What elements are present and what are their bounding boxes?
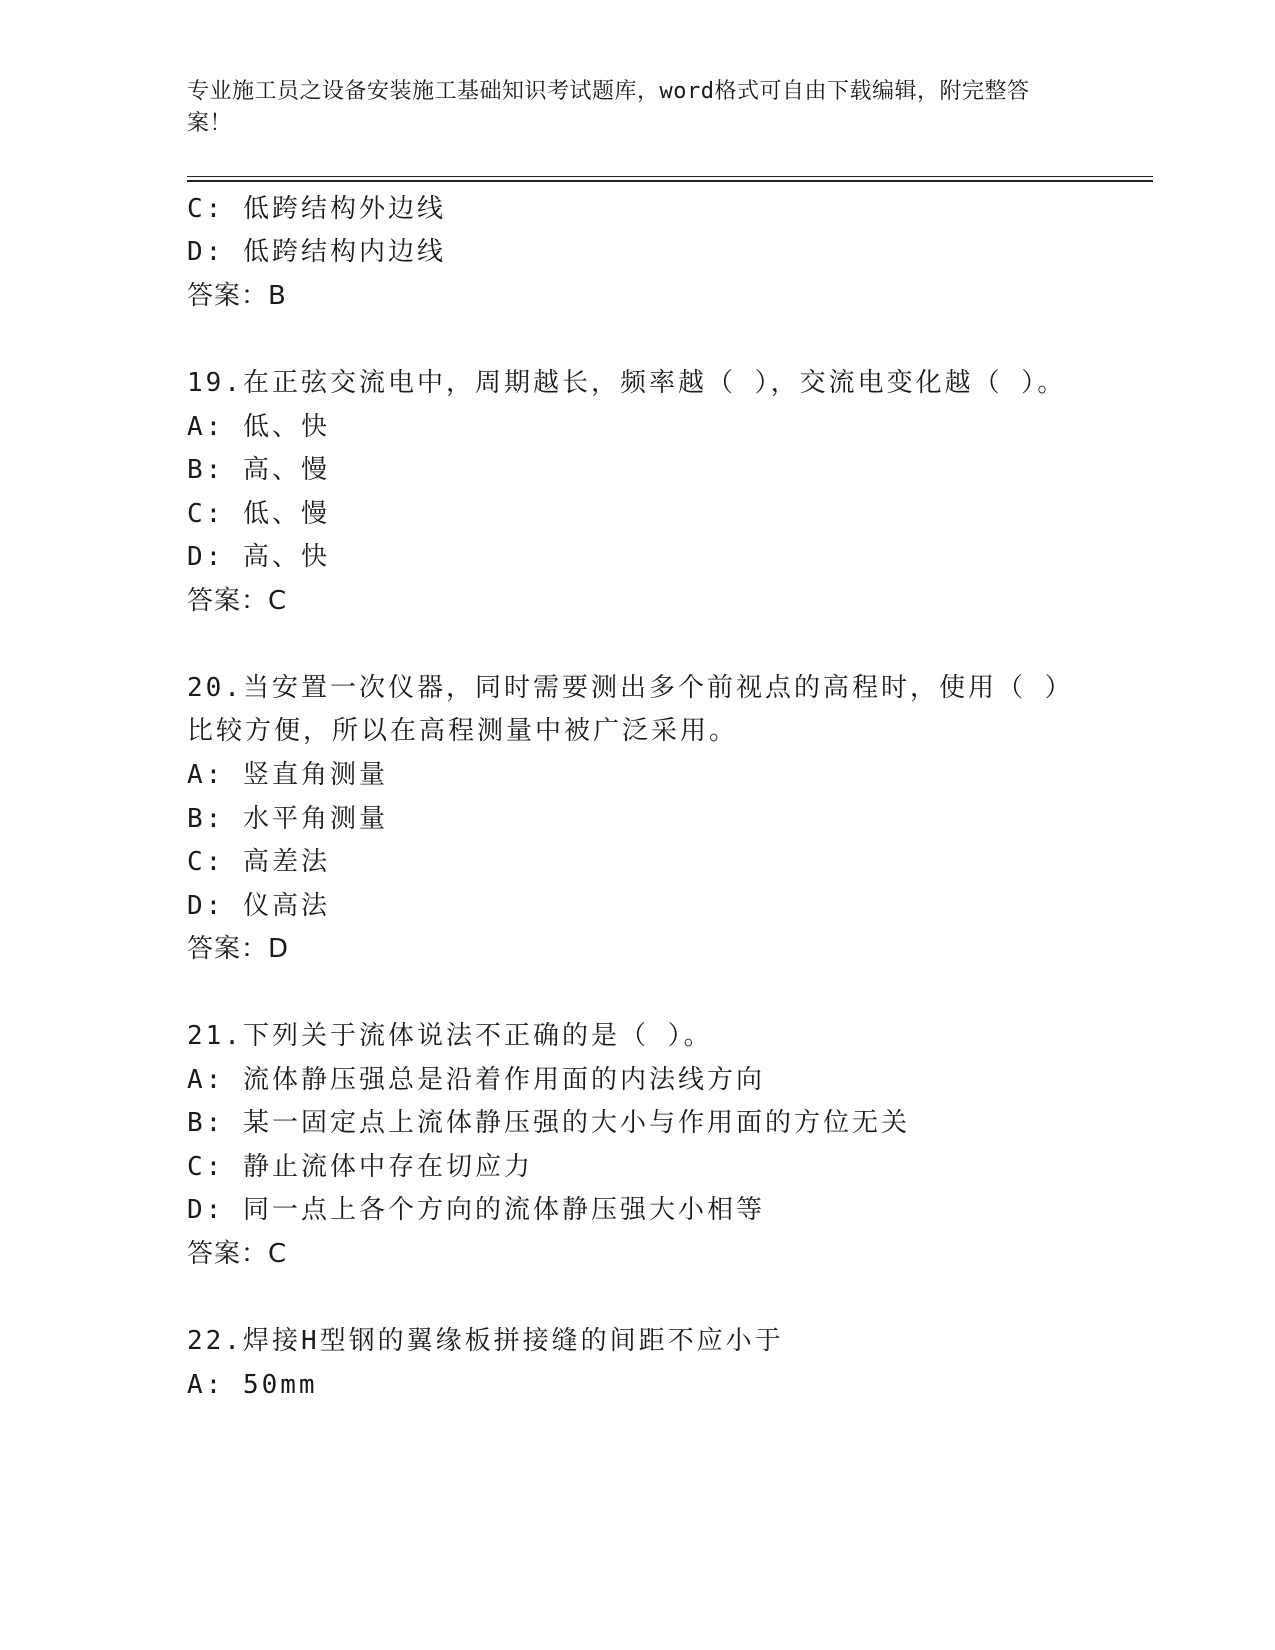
answer: 答案：C bbox=[187, 586, 288, 616]
question-22: 22.焊接H型钢的翼缘板拼接缝的间距不应小于 bbox=[187, 1326, 784, 1356]
option-b: B: 高、慢 bbox=[187, 455, 330, 485]
option-a: A: 竖直角测量 bbox=[187, 760, 388, 790]
option-b: B: 某一固定点上流体静压强的大小与作用面的方位无关 bbox=[187, 1108, 910, 1138]
option-c: C: 低、慢 bbox=[187, 499, 330, 529]
header-divider-thin bbox=[187, 176, 1153, 177]
question-19: 19.在正弦交流电中，周期越长，频率越（ ），交流电变化越（ ）。 bbox=[187, 368, 1067, 398]
answer: 答案：D bbox=[187, 934, 290, 964]
document-header: 专业施工员之设备安装施工基础知识考试题库，word格式可自由下载编辑，附完整答案！ bbox=[187, 79, 1030, 136]
answer: 答案：B bbox=[187, 281, 287, 311]
option-c: C: 高差法 bbox=[187, 847, 330, 877]
option-a: A: 流体静压强总是沿着作用面的内法线方向 bbox=[187, 1065, 765, 1095]
option-d: D: 低跨结构内边线 bbox=[187, 237, 446, 267]
question-20-line-2: 比较方便，所以在高程测量中被广泛采用。 bbox=[187, 716, 739, 746]
header-divider-thick bbox=[187, 180, 1153, 182]
option-c: C: 低跨结构外边线 bbox=[187, 194, 446, 224]
option-d: D: 高、快 bbox=[187, 542, 330, 572]
option-a: A: 50mm bbox=[187, 1370, 318, 1400]
option-a: A: 低、快 bbox=[187, 412, 330, 442]
option-c: C: 静止流体中存在切应力 bbox=[187, 1152, 533, 1182]
option-d: D: 仪高法 bbox=[187, 891, 330, 921]
option-b: B: 水平角测量 bbox=[187, 804, 388, 834]
question-21: 21.下列关于流体说法不正确的是（ ）。 bbox=[187, 1021, 713, 1051]
question-20-line-1: 20.当安置一次仪器，同时需要测出多个前视点的高程时，使用（ ） bbox=[187, 673, 1074, 703]
option-d: D: 同一点上各个方向的流体静压强大小相等 bbox=[187, 1195, 765, 1225]
answer: 答案：C bbox=[187, 1239, 288, 1269]
